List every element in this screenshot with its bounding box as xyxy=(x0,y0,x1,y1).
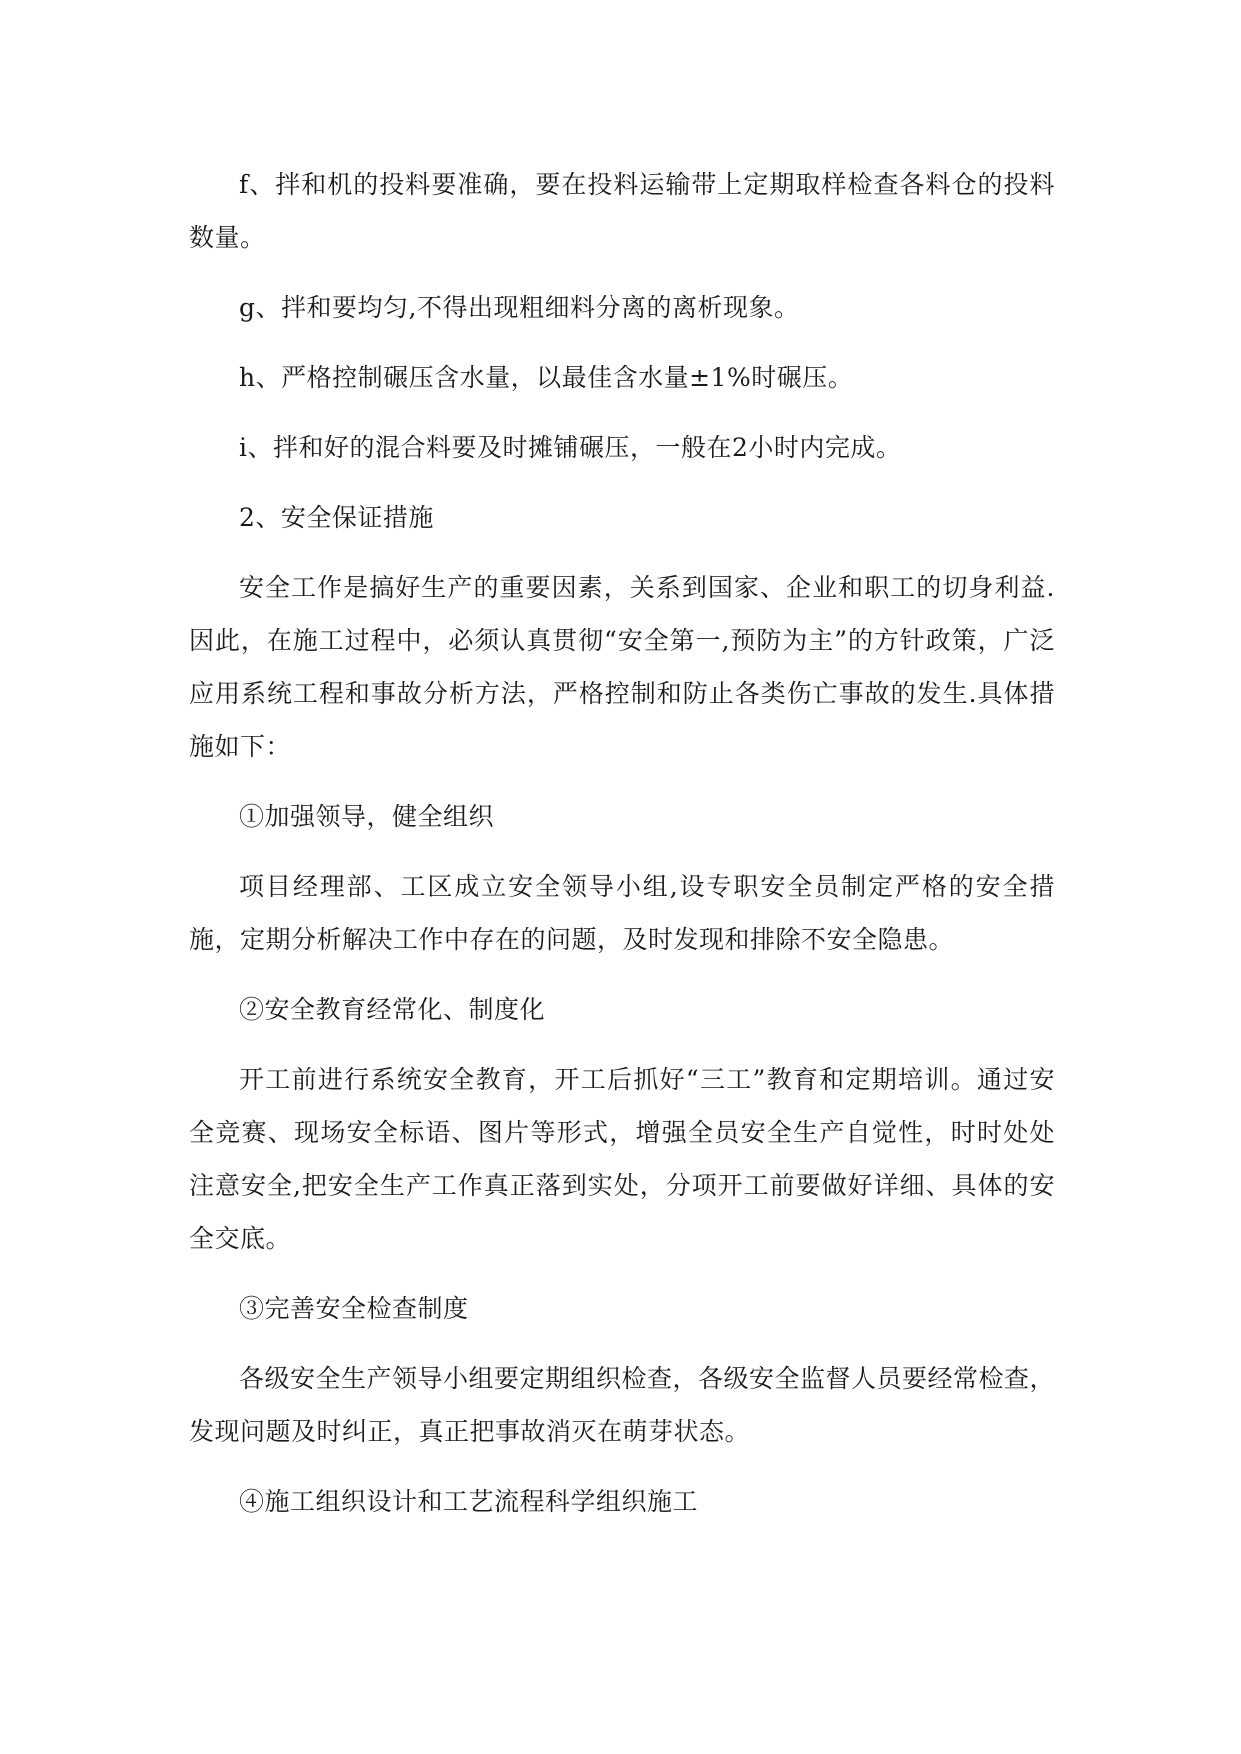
paragraph-education: 开工前进行系统安全教育，开工后抓好“三工”教育和定期培训。通过安全竞赛、现场安全标语、图片等形式，增强全员安全生产自觉性，时时处处注意安全,把安全生产工作真正落到实处，分项开工前要做好详细、具体的安全交底。 xyxy=(189,1065,1055,1253)
paragraph-mixing-feed: f、拌和机的投料要准确，要在投料运输带上定期取样检查各料仓的投料数量。 xyxy=(189,170,1055,252)
paragraph-safety-intro: 安全工作是搞好生产的重要因素，关系到国家、企业和职工的切身利益.因此，在施工过程中，必须认真贯彻“安全第一,预防为主”的方针政策，广泛应用系统工程和事故分析方法，严格控制和防止各类伤亡事故的发生.具体措施如下： xyxy=(189,573,1055,761)
paragraph-inspection: 各级安全生产领导小组要定期组织检查，各级安全监督人员要经常检查，发现问题及时纠正，真正把事故消灭在萌芽状态。 xyxy=(189,1364,1056,1446)
section-heading-safety: 2、安全保证措施 xyxy=(239,503,434,532)
paragraph-leadership: 项目经理部、工区成立安全领导小组,设专职安全员制定严格的安全措施，定期分析解决工作中存在的问题，及时发现和排除不安全隐患。 xyxy=(189,872,1055,954)
subheading-construction-design: ④施工组织设计和工艺流程科学组织施工 xyxy=(239,1487,699,1516)
subheading-education: ②安全教育经常化、制度化 xyxy=(239,995,546,1024)
paragraph-mixing-uniform: g、拌和要均匀,不得出现粗细料分离的离析现象。 xyxy=(239,293,800,322)
subheading-leadership: ①加强领导，健全组织 xyxy=(239,802,495,831)
subheading-inspection: ③完善安全检查制度 xyxy=(239,1294,469,1323)
paragraph-timely-paving: i、拌和好的混合料要及时摊铺碾压，一般在2小时内完成。 xyxy=(239,433,902,462)
document-page xyxy=(189,158,1055,1528)
paragraph-moisture-control: h、严格控制碾压含水量，以最佳含水量±1%时碾压。 xyxy=(239,363,854,392)
